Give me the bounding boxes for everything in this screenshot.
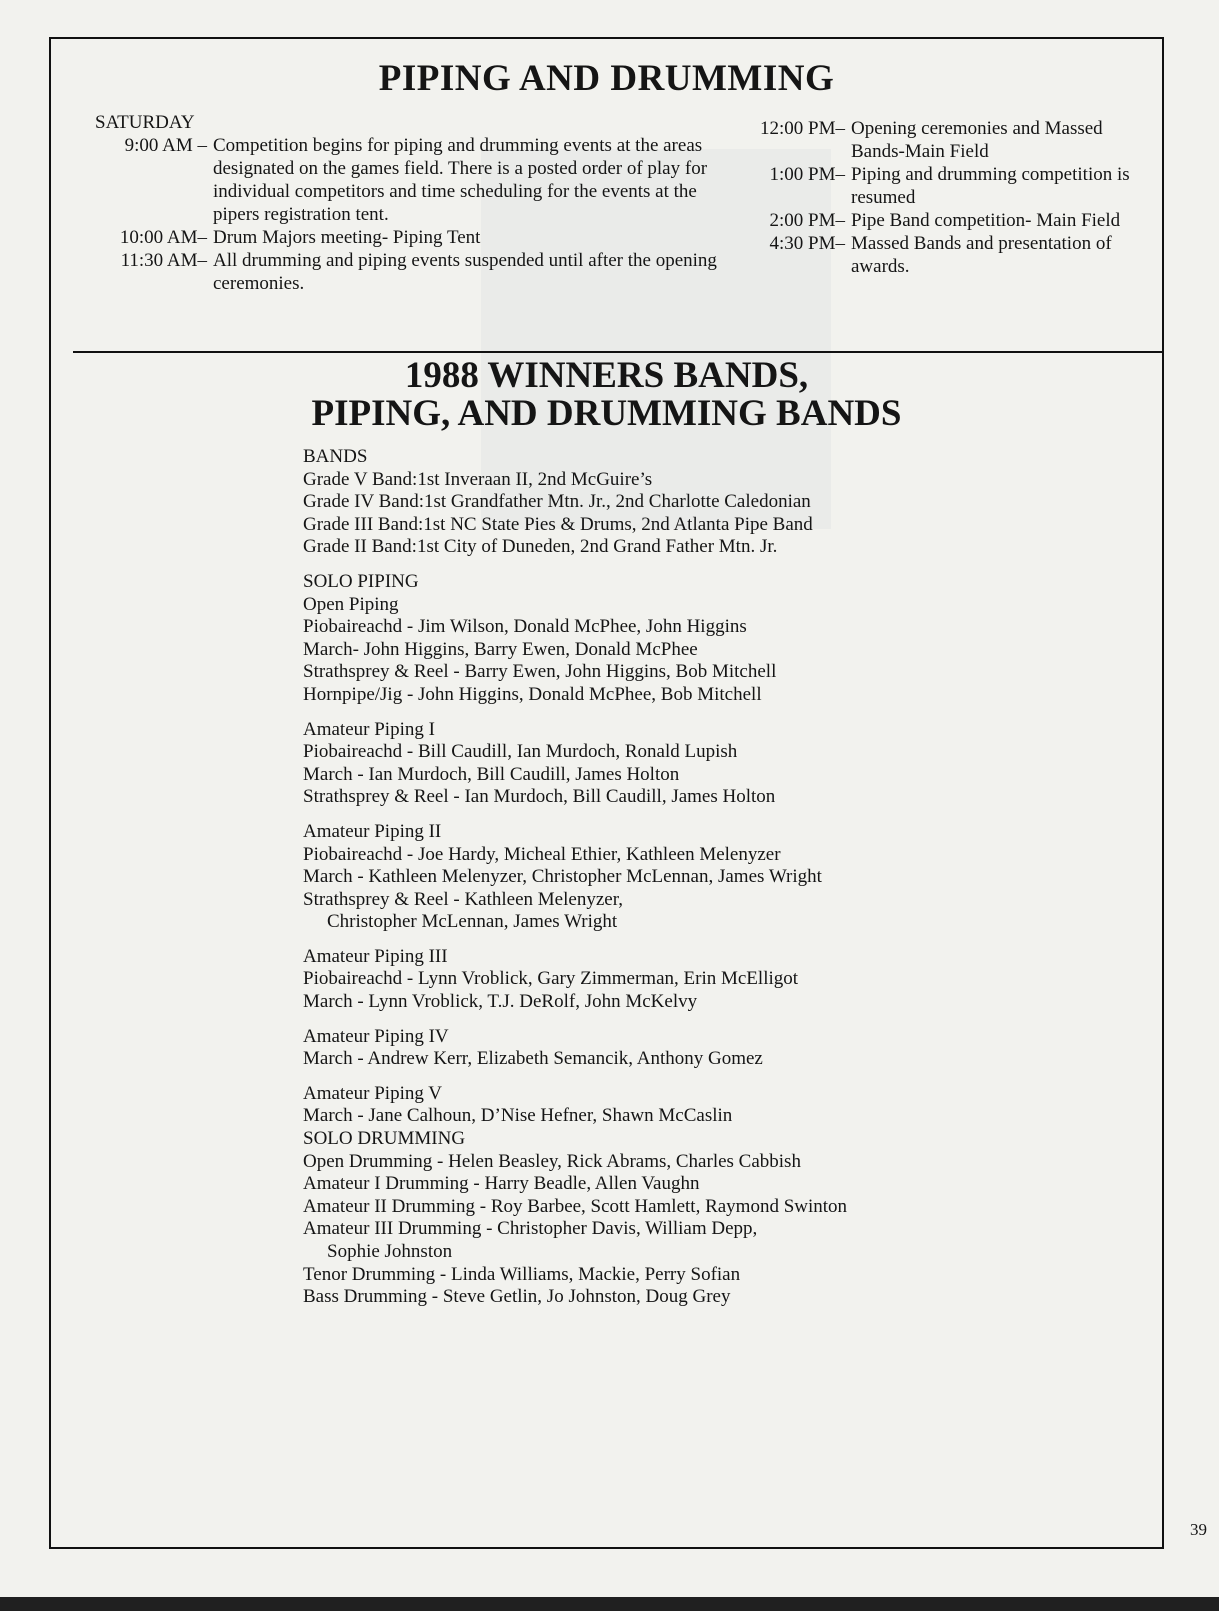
schedule-desc: Piping and drumming competition is resumed	[851, 164, 1130, 208]
list-item: Open Drumming - Helen Beasley, Rick Abrams, Charles Cabbish	[303, 1150, 801, 1172]
winners-title-line: 1988 WINNERS BANDS,	[404, 355, 809, 396]
schedule-item	[95, 249, 735, 295]
subsection-heading: Open Piping	[303, 593, 399, 615]
list-item: Bass Drumming - Steve Getlin, Jo Johnston, Doug Grey	[303, 1286, 731, 1308]
schedule-left	[95, 111, 735, 295]
schedule-time: 1:00 PM–	[769, 164, 845, 185]
section-divider	[73, 351, 1162, 353]
subsection-heading: Amateur Piping IV	[303, 1025, 449, 1047]
list-item: March - Kathleen Melenyzer, Christopher McLennan, James Wright	[303, 866, 822, 888]
list-item: Amateur II Drumming - Roy Barbee, Scott Hamlett, Raymond Swinton	[303, 1195, 848, 1217]
schedule-time: 12:00 PM–	[760, 118, 845, 139]
subsection-heading: Amateur Piping II	[303, 820, 442, 842]
schedule-item	[95, 226, 735, 249]
list-item: Piobaireachd - Lynn Vroblick, Gary Zimmerman, Erin McElligot	[303, 968, 799, 990]
winners-title-line: PIPING, AND DRUMMING BANDS	[311, 393, 902, 434]
schedule-item	[751, 117, 1161, 163]
section-heading: SOLO DRUMMING	[303, 1128, 466, 1150]
schedule-time: 10:00 AM–	[119, 227, 207, 248]
list-item: Amateur I Drumming - Harry Beadle, Allen Vaughn	[303, 1173, 700, 1195]
winners-title	[51, 357, 1162, 433]
schedule-item	[751, 209, 1161, 232]
subsection-heading: Amateur Piping I	[303, 718, 435, 740]
schedule-item	[95, 134, 735, 226]
page-frame	[49, 37, 1164, 1549]
schedule-desc: Pipe Band competition- Main Field	[851, 210, 1121, 231]
schedule-right	[751, 117, 1161, 278]
list-item: Strathsprey & Reel - Kathleen Melenyzer,	[303, 888, 624, 910]
list-item: Grade IV Band:1st Grandfather Mtn. Jr., 2nd Charlotte Caledonian	[303, 491, 811, 513]
schedule-day: SATURDAY	[95, 112, 195, 133]
list-item: Strathsprey & Reel - Ian Murdoch, Bill Caudill, James Holton	[303, 786, 776, 808]
schedule-desc: Opening ceremonies and Massed Bands-Main Field	[851, 118, 1103, 162]
subsection-heading: Amateur Piping III	[303, 945, 448, 967]
page-title: PIPING AND DRUMMING	[378, 58, 835, 99]
schedule-time: 11:30 AM–	[120, 250, 207, 271]
schedule-desc: Drum Majors meeting- Piping Tent	[213, 227, 481, 248]
schedule-item	[751, 163, 1161, 209]
list-item: Piobaireachd - Bill Caudill, Ian Murdoch, Ronald Lupish	[303, 741, 738, 763]
subsection-heading: Amateur Piping V	[303, 1082, 442, 1104]
list-item-continuation: Christopher McLennan, James Wright	[327, 911, 618, 933]
list-item: Strathsprey & Reel - Barry Ewen, John Higgins, Bob Mitchell	[303, 661, 777, 683]
page-number: 39	[1190, 1520, 1207, 1539]
list-item: Tenor Drumming - Linda Williams, Mackie, Perry Sofian	[303, 1263, 741, 1285]
list-item-continuation: Sophie Johnston	[327, 1241, 453, 1262]
schedule-time: 2:00 PM–	[769, 210, 845, 231]
schedule-item	[751, 232, 1161, 278]
list-item: Amateur III Drumming - Christopher Davis, William Depp,	[303, 1218, 758, 1240]
list-item: Grade III Band:1st NC State Pies & Drums, 2nd Atlanta Pipe Band	[303, 513, 813, 535]
schedule-time: 4:30 PM–	[769, 233, 845, 254]
schedule-desc: Massed Bands and presentation of awards.	[851, 233, 1112, 277]
list-item: Piobaireachd - Jim Wilson, Donald McPhee, John Higgins	[303, 616, 747, 638]
schedule-desc: Competition begins for piping and drumming events at the areas designated on the games field. There is a posted order of play for individual competitors and time scheduling for the events at the pipers registration tent.	[213, 135, 708, 225]
list-item: March- John Higgins, Barry Ewen, Donald McPhee	[303, 638, 698, 660]
winners-list	[303, 446, 1153, 1309]
list-item: March - Ian Murdoch, Bill Caudill, James Holton	[303, 763, 680, 785]
schedule-desc: All drumming and piping events suspended until after the opening ceremonies.	[213, 250, 717, 294]
list-item: Piobaireachd - Joe Hardy, Micheal Ethier, Kathleen Melenyzer	[303, 843, 781, 865]
list-item: March - Lynn Vroblick, T.J. DeRolf, John McKelvy	[303, 991, 698, 1013]
schedule-time: 9:00 AM –	[124, 135, 207, 156]
section-heading: SOLO PIPING	[303, 570, 419, 592]
scan-edge	[0, 1597, 1219, 1611]
section-heading: BANDS	[303, 446, 368, 467]
list-item: March - Jane Calhoun, D’Nise Hefner, Shawn McCaslin	[303, 1105, 733, 1127]
list-item: Hornpipe/Jig - John Higgins, Donald McPhee, Bob Mitchell	[303, 683, 762, 705]
list-item: March - Andrew Kerr, Elizabeth Semancik, Anthony Gomez	[303, 1048, 763, 1070]
list-item: Grade V Band:1st Inveraan II, 2nd McGuire’s	[303, 468, 653, 490]
list-item: Grade II Band:1st City of Duneden, 2nd Grand Father Mtn. Jr.	[303, 536, 778, 558]
